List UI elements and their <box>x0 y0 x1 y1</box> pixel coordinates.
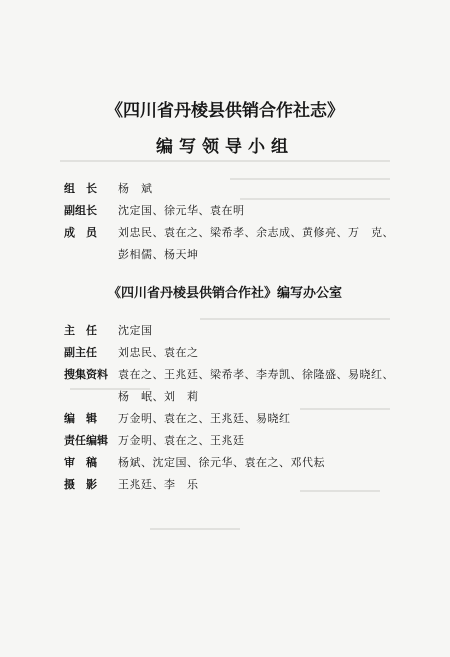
role-label: 摄 影 <box>64 478 97 491</box>
document-subtitle: 编写领导小组 <box>156 137 294 157</box>
scan-noise <box>240 198 390 200</box>
scan-noise <box>300 408 390 410</box>
office-heading: 《四川省丹棱县供销合作社》编写办公室 <box>107 286 342 301</box>
role-label: 副主任 <box>64 346 97 359</box>
scan-noise <box>150 528 240 530</box>
names-text: 万金明、袁在之、王兆廷 <box>118 434 245 447</box>
names-text: 王兆廷、李 乐 <box>118 478 199 491</box>
names-text: 袁在之、王兆廷、梁希孝、李寿凯、徐隆盛、易晓红、 <box>118 368 394 381</box>
role-label: 编 辑 <box>64 412 97 425</box>
role-label: 搜集资料 <box>64 368 108 381</box>
names-text: 杨 斌 <box>118 182 153 195</box>
names-continuation: 彭相儒、杨天坤 <box>118 248 199 261</box>
names-text: 刘忠民、袁在之、梁希孝、余志成、黄修亮、万 克、 <box>118 226 394 239</box>
scan-noise <box>200 318 390 320</box>
role-label: 组 长 <box>64 182 97 195</box>
names-text: 杨斌、沈定国、徐元华、袁在之、邓代耘 <box>118 456 325 469</box>
scan-noise <box>60 160 390 162</box>
role-label: 副组长 <box>64 204 97 217</box>
document-title: 《四川省丹棱县供销合作社志》 <box>106 101 344 121</box>
names-text: 沈定国、徐元华、袁在明 <box>118 204 245 217</box>
names-text: 刘忠民、袁在之 <box>118 346 199 359</box>
names-continuation: 杨 岷、刘 莉 <box>118 390 199 403</box>
role-label: 主 任 <box>64 324 97 337</box>
names-text: 沈定国 <box>118 324 153 337</box>
scan-noise <box>230 178 390 180</box>
role-label: 责任编辑 <box>64 434 108 447</box>
role-label: 审 稿 <box>64 456 97 469</box>
scan-noise <box>300 490 380 492</box>
role-label: 成 员 <box>64 226 97 239</box>
names-text: 万金明、袁在之、王兆廷、易晓红 <box>118 412 291 425</box>
